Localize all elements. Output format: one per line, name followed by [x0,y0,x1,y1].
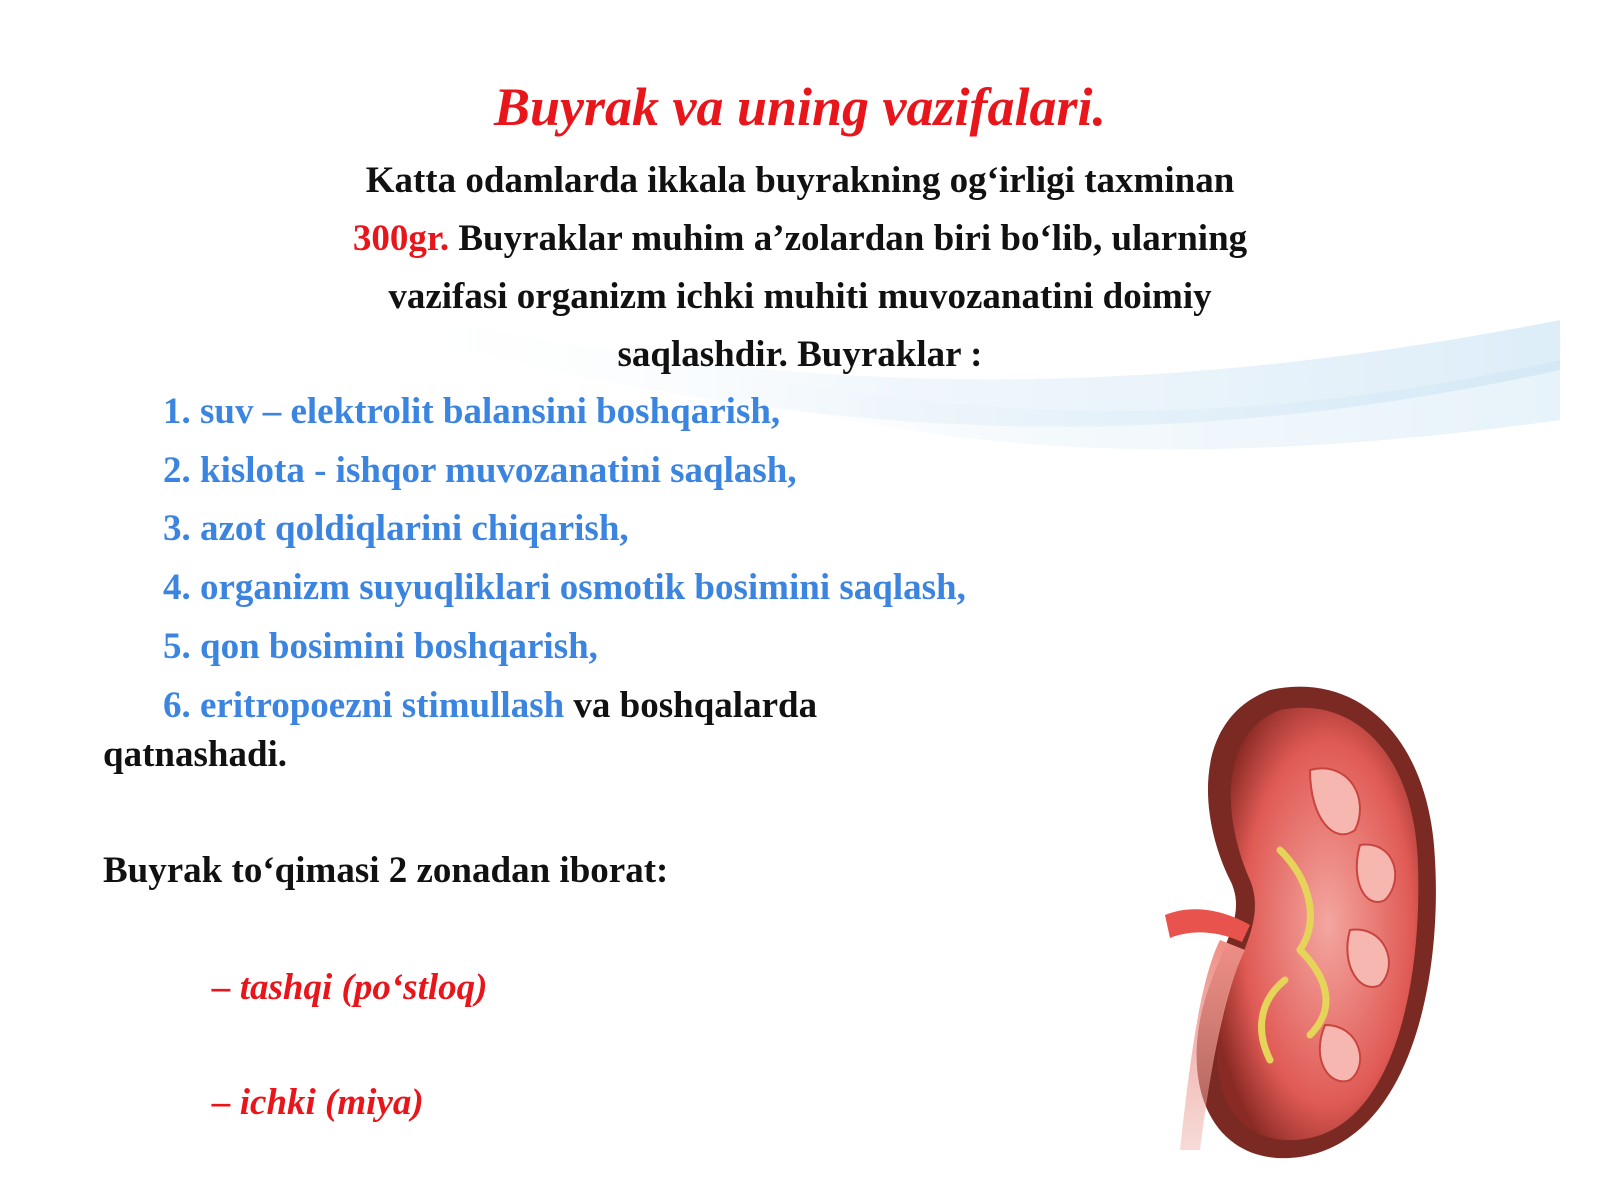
list-item: 3. azot qoldiqlarini chiqarish, [163,508,629,550]
zone-outer: – tashqi (po‘stloq) [212,967,488,1008]
list-item: 2. kislota - ishqor muvozanatini saqlash, [163,449,797,491]
intro-paragraph [290,152,1310,384]
intro-line-2-text: Buyraklar muhim a’zolardan biri bo‘lib, ularning [449,218,1248,259]
kidney-weight: 300gr. [352,218,450,259]
intro-line-3: vazifasi organizm ichki muhiti muvozanatini doimiy [388,276,1212,317]
list-item: 4. organizm suyuqliklari osmotik bosimini saqlash, [163,567,966,609]
zone-inner: – ichki (miya) [212,1082,424,1123]
list-item-tail: va boshqalarda [564,684,818,726]
list-item [163,677,966,736]
list-item: 5. qon bosimini boshqarish, [163,625,598,667]
continuation-text: qatnashadi. [103,734,288,775]
page-title: Buyrak va uning vazifalari. [493,77,1107,137]
kidney-illustration [1160,680,1480,1180]
list-item-text: 6. eritropoezni stimullash [163,684,565,726]
zones-heading: Buyrak to‘qimasi 2 zonadan iborat: [103,850,669,891]
intro-line-2 [290,210,1310,268]
list-item: 1. suv – elektrolit balansini boshqarish, [163,391,781,432]
intro-line-4: saqlashdir. Buyraklar : [617,334,983,375]
functions-list [163,383,966,735]
intro-line-1: Katta odamlarda ikkala buyrakning og‘irligi taxminan [365,160,1235,201]
